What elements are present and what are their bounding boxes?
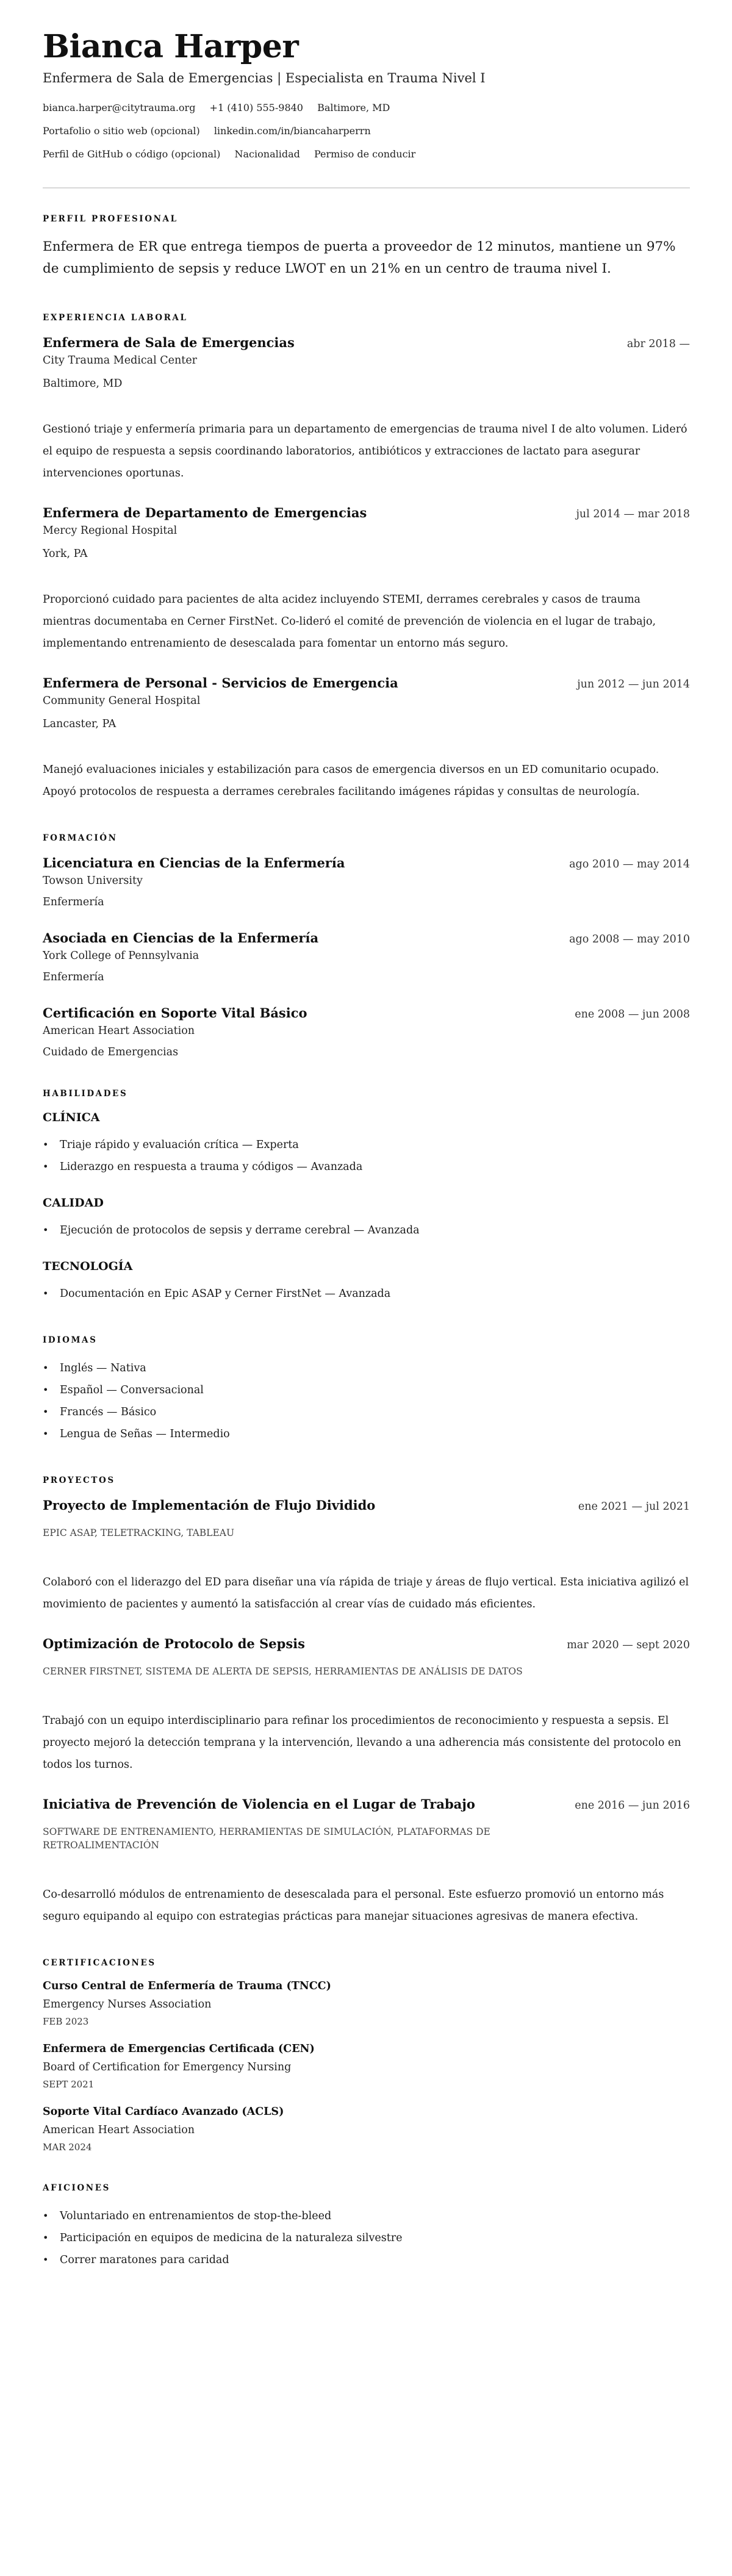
languages-section bbox=[43, 1335, 690, 1445]
skill-item: • Triaje rápido y evaluación crítica — Experta bbox=[43, 1134, 690, 1156]
candidate-name: Bianca Harper bbox=[43, 28, 299, 65]
skill-list bbox=[43, 1134, 690, 1178]
project-entry bbox=[43, 1498, 690, 1615]
education-section bbox=[43, 833, 690, 1058]
github-link[interactable]: Perfil de GitHub o código (opcional) bbox=[43, 148, 221, 160]
education-entry bbox=[43, 930, 690, 983]
section-heading: IDIOMAS bbox=[43, 1335, 98, 1346]
section-heading: PERFIL PROFESIONAL bbox=[43, 214, 178, 224]
employer: Mercy Regional Hospital bbox=[43, 525, 178, 537]
candidate-headline: Enfermera de Sala de Emergencias | Especialista en Trauma Nivel I bbox=[43, 71, 486, 86]
language-item: • Inglés — Nativa bbox=[43, 1357, 690, 1379]
skill-item: • Liderazgo en respuesta a trauma y códigos — Avanzada bbox=[43, 1156, 690, 1178]
certification-issuer: Board of Certification for Emergency Nursing bbox=[43, 2061, 292, 2074]
hobby-list bbox=[43, 2205, 690, 2271]
degree-title: Certificación en Soporte Vital Básico bbox=[43, 1005, 307, 1021]
skill-list bbox=[43, 1219, 690, 1241]
language-item: • Español — Conversacional bbox=[43, 1379, 690, 1401]
resume-header bbox=[43, 28, 690, 160]
project-description: Co-desarrolló módulos de entrenamiento de desescalada para el personal. Este esfuerzo promovió un entorno más seguro equipando al equipo con estrategias prácticas para manejar situaciones agresivas de manera efectiva. bbox=[43, 1889, 664, 1923]
nationality-text: Nacionalidad bbox=[234, 148, 300, 160]
project-tech-stack: CERNER FIRSTNET, SISTEMA DE ALERTA DE SEPSIS, HERRAMIENTAS DE ANÁLISIS DE DATOS bbox=[43, 1666, 523, 1677]
project-dates: mar 2020 — sept 2020 bbox=[567, 1639, 690, 1652]
education-entry bbox=[43, 855, 690, 908]
hobbies-section bbox=[43, 2183, 690, 2271]
project-dates: ene 2016 — jun 2016 bbox=[575, 1799, 690, 1812]
project-dates: ene 2021 — jul 2021 bbox=[578, 1501, 690, 1513]
contact-line-2 bbox=[43, 124, 690, 137]
job-description: Manejó evaluaciones iniciales y estabilización para casos de emergencia diversos en un ED comunitario ocupado. Apoyó protocolos de respuesta a derrames cerebrales facilitando imágenes rápidas y consultas de neurología. bbox=[43, 764, 659, 798]
contact-line-3 bbox=[43, 148, 690, 160]
job-description: Gestionó triaje y enfermería primaria para un departamento de emergencias de trauma nivel I de alto volumen. Lideró el equipo de respuesta a sepsis coordinando laboratorios, antibióticos y extracciones de lactato para asegurar intervenciones oportunas. bbox=[43, 423, 687, 480]
institution: American Heart Association bbox=[43, 1025, 195, 1038]
email-link[interactable]: bianca.harper@citytrauma.org bbox=[43, 102, 196, 114]
skill-item: • Documentación en Epic ASAP y Cerner FirstNet — Avanzada bbox=[43, 1283, 690, 1305]
employer: City Trauma Medical Center bbox=[43, 354, 198, 367]
certification-title: Soporte Vital Cardíaco Avanzado (ACLS) bbox=[43, 2106, 284, 2119]
section-heading: FORMACIÓN bbox=[43, 833, 118, 844]
skill-list bbox=[43, 1283, 690, 1305]
field-of-study: Enfermería bbox=[43, 896, 104, 909]
project-description: Colaboró con el liderazgo del ED para diseñar una vía rápida de triaje y áreas de flujo vertical. Esta iniciativa agilizó el movimiento de pacientes y aumentó la satisfacción al crear vías de cuidado más eficientes. bbox=[43, 1576, 689, 1611]
job-location: Lancaster, PA bbox=[43, 718, 117, 731]
location-text: Baltimore, MD bbox=[317, 102, 390, 114]
profile-summary: Enfermera de ER que entrega tiempos de puerta a proveedor de 12 minutos, mantiene un 97% de cumplimiento de sepsis y reduce LWOT en un 21% en un centro de trauma nivel I. bbox=[43, 239, 676, 277]
project-title: Proyecto de Implementación de Flujo Dividido bbox=[43, 1498, 376, 1513]
hobby-item: • Voluntariado en entrenamientos de stop-the-bleed bbox=[43, 2205, 690, 2227]
certification-entry bbox=[43, 2043, 690, 2090]
portfolio-link[interactable]: Portafolio o sitio web (opcional) bbox=[43, 125, 200, 137]
project-entry bbox=[43, 1636, 690, 1776]
experience-entry bbox=[43, 675, 690, 803]
certification-date: FEB 2023 bbox=[43, 2016, 89, 2028]
employer: Community General Hospital bbox=[43, 695, 201, 708]
certification-date: MAR 2024 bbox=[43, 2142, 92, 2153]
certification-issuer: Emergency Nurses Association bbox=[43, 1998, 212, 2011]
profile-section bbox=[43, 214, 690, 280]
job-dates: jun 2012 — jun 2014 bbox=[577, 678, 690, 691]
field-of-study: Cuidado de Emergencias bbox=[43, 1046, 179, 1059]
institution: York College of Pennsylvania bbox=[43, 950, 199, 963]
language-item: • Francés — Básico bbox=[43, 1401, 690, 1423]
certification-title: Enfermera de Emergencias Certificada (CEN) bbox=[43, 2043, 315, 2056]
certification-issuer: American Heart Association bbox=[43, 2124, 195, 2137]
job-title: Enfermera de Sala de Emergencias bbox=[43, 335, 295, 351]
job-dates: abr 2018 — bbox=[626, 338, 690, 351]
projects-section bbox=[43, 1476, 690, 1928]
section-heading: HABILIDADES bbox=[43, 1089, 128, 1099]
degree-title: Asociada en Ciencias de la Enfermería bbox=[43, 930, 319, 946]
education-dates: ene 2008 — jun 2008 bbox=[575, 1008, 690, 1021]
section-heading: EXPERIENCIA LABORAL bbox=[43, 313, 188, 323]
education-dates: ago 2010 — may 2014 bbox=[569, 858, 690, 871]
project-description: Trabajó con un equipo interdisciplinario para refinar los procedimientos de reconocimiento y respuesta a sepsis. El proyecto mejoró la detección temprana y la intervención, llevando a una adherencia más consistente del protocolo en todos los turnos. bbox=[43, 1715, 681, 1771]
education-dates: ago 2008 — may 2010 bbox=[569, 933, 690, 946]
certification-date: SEPT 2021 bbox=[43, 2079, 95, 2090]
project-tech-stack: EPIC ASAP, TELETRACKING, TABLEAU bbox=[43, 1527, 235, 1539]
job-location: Baltimore, MD bbox=[43, 378, 123, 390]
certification-title: Curso Central de Enfermería de Trauma (TNCC) bbox=[43, 1980, 331, 1993]
skill-item: • Ejecución de protocolos de sepsis y derrame cerebral — Avanzada bbox=[43, 1219, 690, 1241]
job-title: Enfermera de Personal - Servicios de Emergencia bbox=[43, 675, 398, 691]
section-heading: CERTIFICACIONES bbox=[43, 1958, 156, 1968]
field-of-study: Enfermería bbox=[43, 971, 104, 984]
language-item: • Lengua de Señas — Intermedio bbox=[43, 1423, 690, 1445]
project-entry bbox=[43, 1796, 690, 1928]
job-description: Proporcionó cuidado para pacientes de alta acidez incluyendo STEMI, derrames cerebrales y casos de trauma mientras documentaba en Cerner FirstNet. Co-lideró el comité de prevención de violencia en el lugar de trabajo, implementando entrenamiento de desescalada para fomentar un entorno más seguro. bbox=[43, 594, 656, 650]
drivers-license-text: Permiso de conducir bbox=[314, 148, 416, 160]
experience-entry bbox=[43, 335, 690, 484]
language-list bbox=[43, 1357, 690, 1445]
phone-text[interactable]: +1 (410) 555-9840 bbox=[209, 102, 303, 114]
education-entry bbox=[43, 1005, 690, 1058]
project-tech-stack: SOFTWARE DE ENTRENAMIENTO, HERRAMIENTAS DE SIMULACIÓN, PLATAFORMAS DE RETROALIMENTACIÓN bbox=[43, 1826, 490, 1851]
job-title: Enfermera de Departamento de Emergencias bbox=[43, 505, 367, 521]
skill-group-heading: TECNOLOGÍA bbox=[43, 1260, 133, 1274]
skill-group-heading: CALIDAD bbox=[43, 1196, 104, 1210]
contact-line-1 bbox=[43, 101, 690, 114]
header-divider bbox=[43, 187, 690, 188]
hobby-item: • Participación en equipos de medicina de la naturaleza silvestre bbox=[43, 2227, 690, 2249]
experience-section bbox=[43, 313, 690, 803]
certifications-section bbox=[43, 1958, 690, 2153]
experience-entry bbox=[43, 505, 690, 655]
skills-section bbox=[43, 1089, 690, 1305]
job-location: York, PA bbox=[43, 548, 88, 561]
certification-entry bbox=[43, 2106, 690, 2153]
certification-entry bbox=[43, 1980, 690, 2027]
section-heading: PROYECTOS bbox=[43, 1476, 115, 1486]
project-title: Optimización de Protocolo de Sepsis bbox=[43, 1636, 305, 1652]
section-heading: AFICIONES bbox=[43, 2183, 110, 2194]
job-dates: jul 2014 — mar 2018 bbox=[576, 508, 690, 521]
linkedin-link[interactable]: linkedin.com/in/biancaharperrn bbox=[214, 125, 371, 137]
institution: Towson University bbox=[43, 875, 143, 888]
project-title: Iniciativa de Prevención de Violencia en el Lugar de Trabajo bbox=[43, 1796, 475, 1812]
skill-group-heading: CLÍNICA bbox=[43, 1111, 100, 1125]
degree-title: Licenciatura en Ciencias de la Enfermería bbox=[43, 855, 345, 871]
hobby-item: • Correr maratones para caridad bbox=[43, 2249, 690, 2271]
